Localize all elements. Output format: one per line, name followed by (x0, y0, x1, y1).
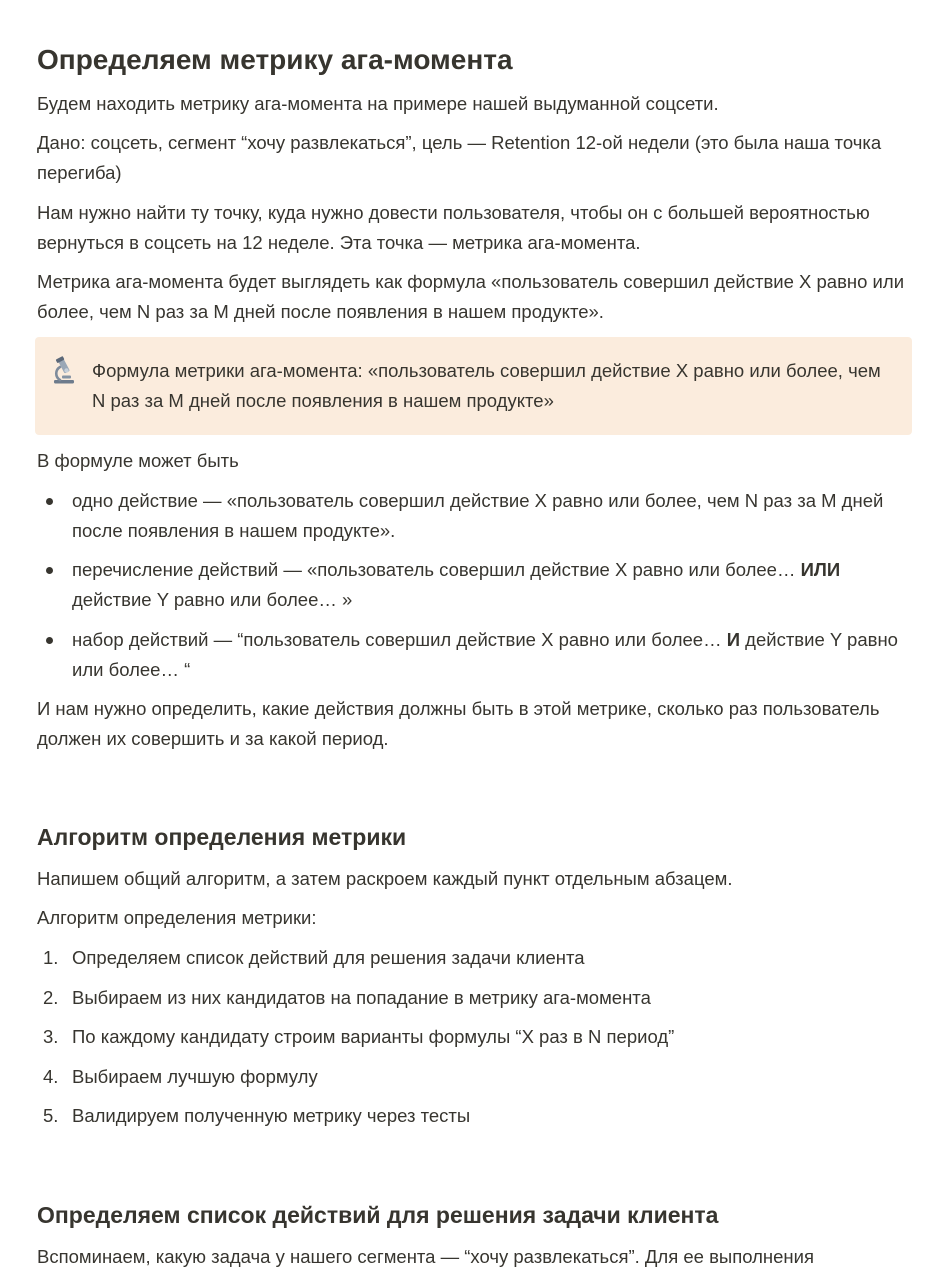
algorithm-label: Алгоритм определения метрики: (37, 907, 317, 928)
list-number: 5. (43, 1105, 59, 1126)
list-item-text: Определяем список действий для решения задачи клиента (72, 947, 585, 968)
list-number: 2. (43, 987, 59, 1008)
callout-text: Формула метрики ага-момента: «пользователь совершил действие X равно или более, чем N раз за M дней после появления в нашем продукте» (92, 360, 881, 411)
list-item-text: одно действие — «пользователь совершил действие X равно или более, чем N раз за M дней после появления в нашем продукте». (72, 490, 884, 541)
list-item-text: перечисление действий — «пользователь совершил действие X равно или более… ИЛИ действие Y равно или более… » (72, 559, 841, 610)
bullet-dot (46, 567, 53, 574)
intro-paragraph-1: Будем находить метрику ага-момента на примере нашей выдуманной соцсети. (37, 93, 719, 114)
bullet-dot (46, 637, 53, 644)
section-heading-actions: Определяем список действий для решения задачи клиента (37, 1202, 719, 1228)
algorithm-intro: Напишем общий алгоритм, а затем раскроем каждый пункт отдельным абзацем. (37, 868, 733, 889)
bullet-dot (46, 498, 53, 505)
list-item-text: Выбираем из них кандидатов на попадание в метрику ага-момента (72, 987, 651, 1008)
list-number: 1. (43, 947, 59, 968)
formula-intro: В формуле может быть (37, 450, 239, 471)
formula-callout (35, 337, 912, 435)
intro-paragraph-4: Метрика ага-момента будет выглядеть как формула «пользователь совершил действие X равно или более, чем N раз за M дней после появления в нашем продукте». (37, 271, 905, 322)
list-number: 3. (43, 1026, 59, 1047)
conclusion-paragraph: И нам нужно определить, какие действия должны быть в этой метрике, сколько раз пользователь должен их совершить и за какой период. (37, 698, 880, 749)
intro-paragraph-3: Нам нужно найти ту точку, куда нужно довести пользователя, чтобы он с большей вероятностью вернуться в соцсеть на 12 неделе. Эта точка — метрика ага-момента. (37, 202, 870, 253)
page-title: Определяем метрику ага-момента (37, 44, 513, 75)
section-heading-algorithm: Алгоритм определения метрики (37, 824, 407, 850)
intro-paragraph-2: Дано: соцсеть, сегмент “хочу развлекаться”, цель — Retention 12-ой недели (это была наша точка перегиба) (37, 132, 882, 183)
actions-paragraph: Вспоминаем, какую задача у нашего сегмента — “хочу развлекаться”. Для ее выполнения (37, 1246, 814, 1267)
list-item-text: набор действий — “пользователь совершил действие X равно или более… И действие Y равно или более… “ (72, 629, 898, 680)
list-item-text: По каждому кандидату строим варианты формулы “X раз в N период” (72, 1026, 675, 1047)
microscope-icon (51, 355, 77, 385)
list-item-text: Валидируем полученную метрику через тесты (72, 1105, 471, 1126)
list-number: 4. (43, 1066, 59, 1087)
list-item-text: Выбираем лучшую формулу (72, 1066, 318, 1087)
